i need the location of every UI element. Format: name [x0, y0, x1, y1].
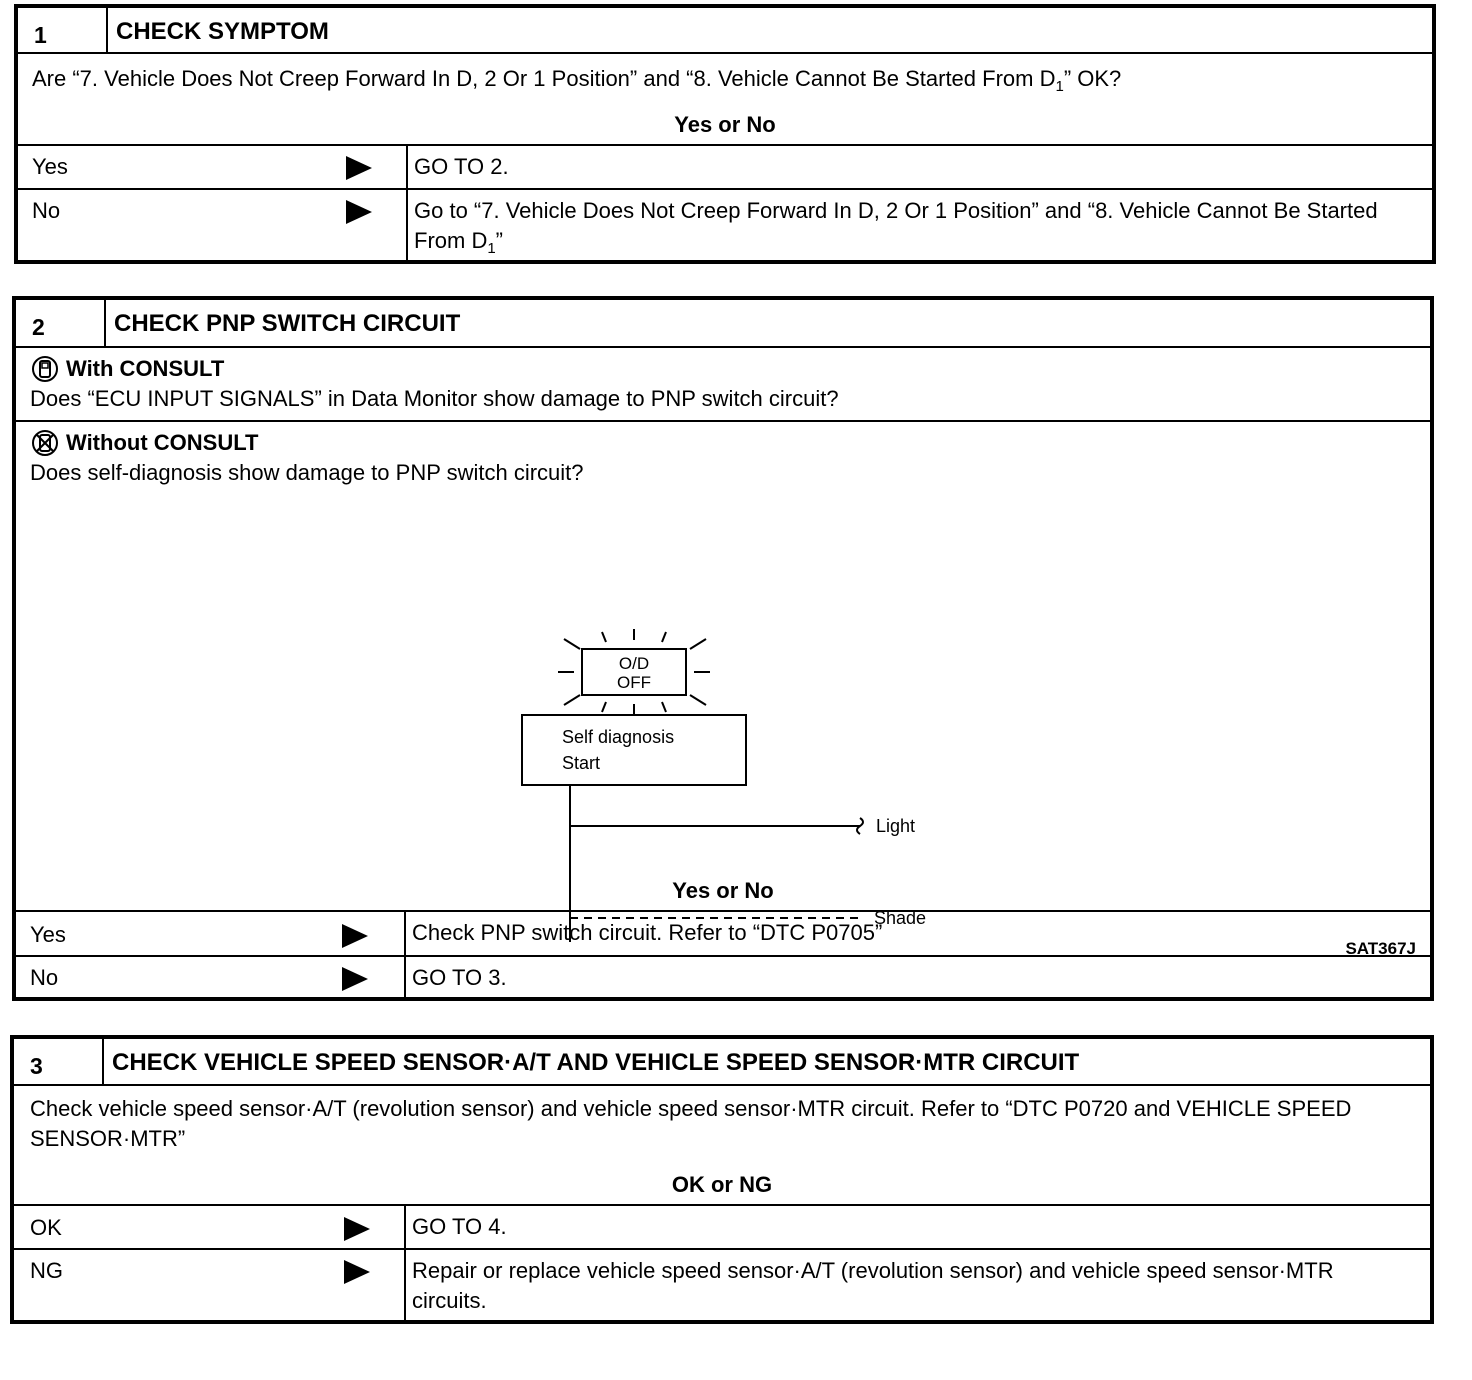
with-consult-row	[16, 346, 1430, 420]
yes-action: Check PNP switch circuit. Refer to “DTC P0705”	[412, 920, 883, 945]
answer-prompt: Yes or No	[672, 878, 774, 903]
without-consult-text: Does self-diagnosis show damage to PNP switch circuit?	[30, 460, 584, 485]
step-title: CHECK SYMPTOM	[116, 18, 329, 45]
with-consult-text: Does “ECU INPUT SIGNALS” in Data Monitor show damage to PNP switch circuit?	[30, 386, 839, 411]
no-row	[16, 955, 1430, 997]
light-label: Light	[876, 816, 916, 836]
step-2-block	[12, 296, 1434, 1001]
ng-label: NG	[30, 1258, 63, 1283]
step-number: 1	[34, 22, 47, 48]
yes-row	[16, 910, 1430, 955]
step-title: CHECK PNP SWITCH CIRCUIT	[114, 310, 461, 337]
yes-action: GO TO 2.	[414, 154, 509, 179]
arrow-icon	[344, 1260, 370, 1284]
self-diagnosis-box	[522, 715, 746, 785]
shade-label: Shade	[874, 908, 927, 928]
figure-code: SAT367J	[1345, 939, 1416, 958]
no-consult-icon	[30, 428, 60, 458]
step-number: 2	[32, 314, 45, 340]
consult-icon	[30, 354, 60, 384]
no-label: No	[30, 965, 59, 990]
step-1-block	[14, 4, 1436, 264]
ok-row	[14, 1204, 1430, 1248]
no-label: No	[32, 198, 61, 223]
ok-action: GO TO 4.	[412, 1214, 507, 1239]
with-consult-label: With CONSULT	[66, 356, 225, 381]
yes-row	[18, 144, 1432, 188]
answer-prompt: Yes or No	[674, 112, 776, 137]
ok-label: OK	[30, 1215, 62, 1240]
without-consult-label: Without CONSULT	[66, 430, 259, 455]
step-title: CHECK VEHICLE SPEED SENSOR·A/T AND VEHICLE SPEED SENSOR·MTR CIRCUIT	[112, 1049, 1080, 1076]
arrow-icon	[342, 967, 368, 991]
box-text-1: Self diagnosis	[562, 727, 675, 747]
question-row	[18, 52, 1432, 144]
no-action: Go to “7. Vehicle Does Not Creep Forward In D, 2 Or 1 Position” and “8. Vehicle Cannot Be Started From $D_1$”	[414, 198, 1378, 257]
ng-action: Repair or replace vehicle speed sensor·A/T (revolution sensor) and vehicle speed sensor·MTR circuits.	[412, 1258, 1334, 1313]
answer-prompt: OK or NG	[671, 1172, 773, 1197]
step-3-block	[10, 1035, 1434, 1324]
ng-row	[14, 1248, 1430, 1320]
arrow-icon	[346, 156, 372, 180]
arrow-icon	[342, 924, 368, 948]
check-text: Check vehicle speed sensor·A/T (revolution sensor) and vehicle speed sensor·MTR circuit. Refer to “DTC P0720 and VEHICLE SPEED SENSOR·MTR”	[30, 1096, 1352, 1151]
no-row	[18, 188, 1432, 260]
arrow-icon	[344, 1217, 370, 1241]
yes-label: Yes	[32, 154, 68, 179]
check-row	[14, 1084, 1430, 1204]
lamp-text-1: O/D	[618, 654, 650, 673]
box-text-2: Start	[562, 753, 601, 773]
question-text: Are “7. Vehicle Does Not Creep Forward In D, 2 Or 1 Position” and “8. Vehicle Cannot Be Started From $D_1$” OK?	[32, 66, 1122, 95]
arrow-icon	[346, 200, 372, 224]
step-number: 3	[30, 1053, 43, 1079]
lamp-text-2: OFF	[617, 673, 651, 692]
no-action: GO TO 3.	[412, 965, 507, 990]
yes-label: Yes	[30, 922, 66, 947]
